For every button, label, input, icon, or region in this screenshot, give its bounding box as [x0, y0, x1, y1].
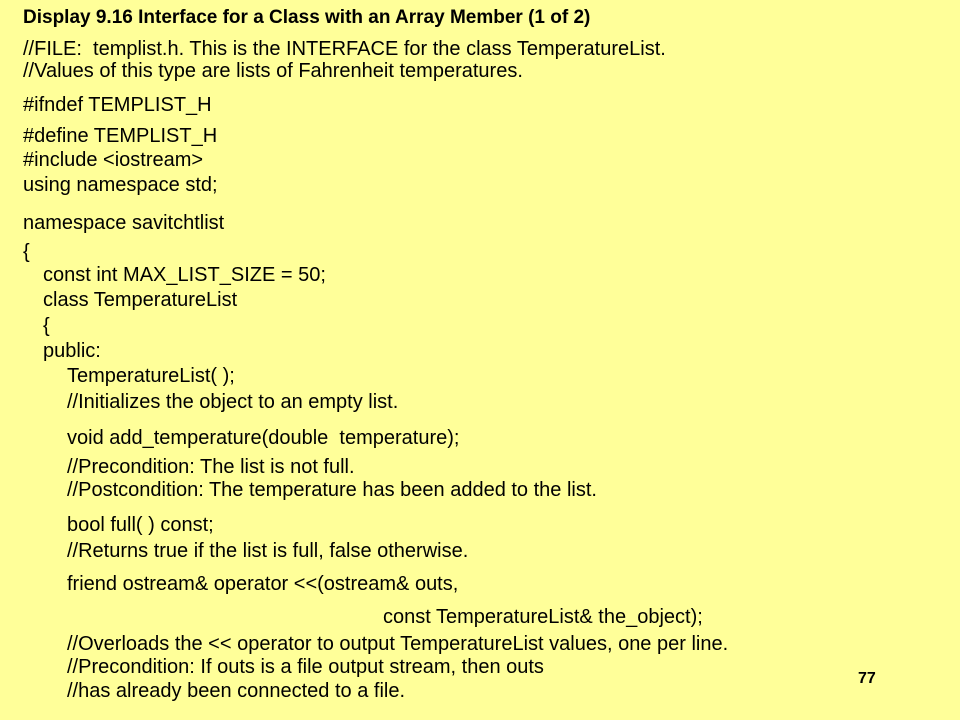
code-line: //Precondition: The list is not full.: [67, 456, 355, 478]
slide-title: Display 9.16 Interface for a Class with an Array Member (1 of 2): [23, 7, 591, 28]
code-line: #include <iostream>: [23, 149, 204, 171]
code-line: //Overloads the << operator to output TemperatureList values, one per line.: [67, 633, 729, 655]
code-line: //Precondition: If outs is a file output stream, then outs: [67, 656, 544, 678]
code-line: void add_temperature(double temperature);: [67, 427, 460, 449]
code-line: //Postcondition: The temperature has been added to the list.: [67, 479, 597, 501]
page-number: 77: [858, 670, 876, 687]
code-line: const TemperatureList& the_object);: [383, 606, 703, 628]
code-line: public:: [43, 340, 101, 362]
code-line: friend ostream& operator <<(ostream& outs,: [67, 573, 459, 595]
code-line: TemperatureList( );: [67, 365, 235, 387]
code-line: //FILE: templist.h. This is the INTERFACE for the class TemperatureList.: [23, 38, 666, 60]
code-line: {: [43, 315, 50, 337]
code-line: {: [23, 241, 30, 263]
code-line: bool full( ) const;: [67, 514, 214, 536]
code-line: //Values of this type are lists of Fahrenheit temperatures.: [23, 60, 523, 82]
code-line: #define TEMPLIST_H: [23, 125, 218, 147]
code-line: //Returns true if the list is full, false otherwise.: [67, 540, 469, 562]
code-line: namespace savitchtlist: [23, 212, 225, 234]
code-line: using namespace std;: [23, 174, 218, 196]
code-line: //has already been connected to a file.: [67, 680, 406, 702]
code-line: class TemperatureList: [43, 289, 238, 311]
code-line: const int MAX_LIST_SIZE = 50;: [43, 264, 326, 286]
code-line: #ifndef TEMPLIST_H: [23, 94, 212, 116]
code-line: //Initializes the object to an empty list.: [67, 391, 399, 413]
